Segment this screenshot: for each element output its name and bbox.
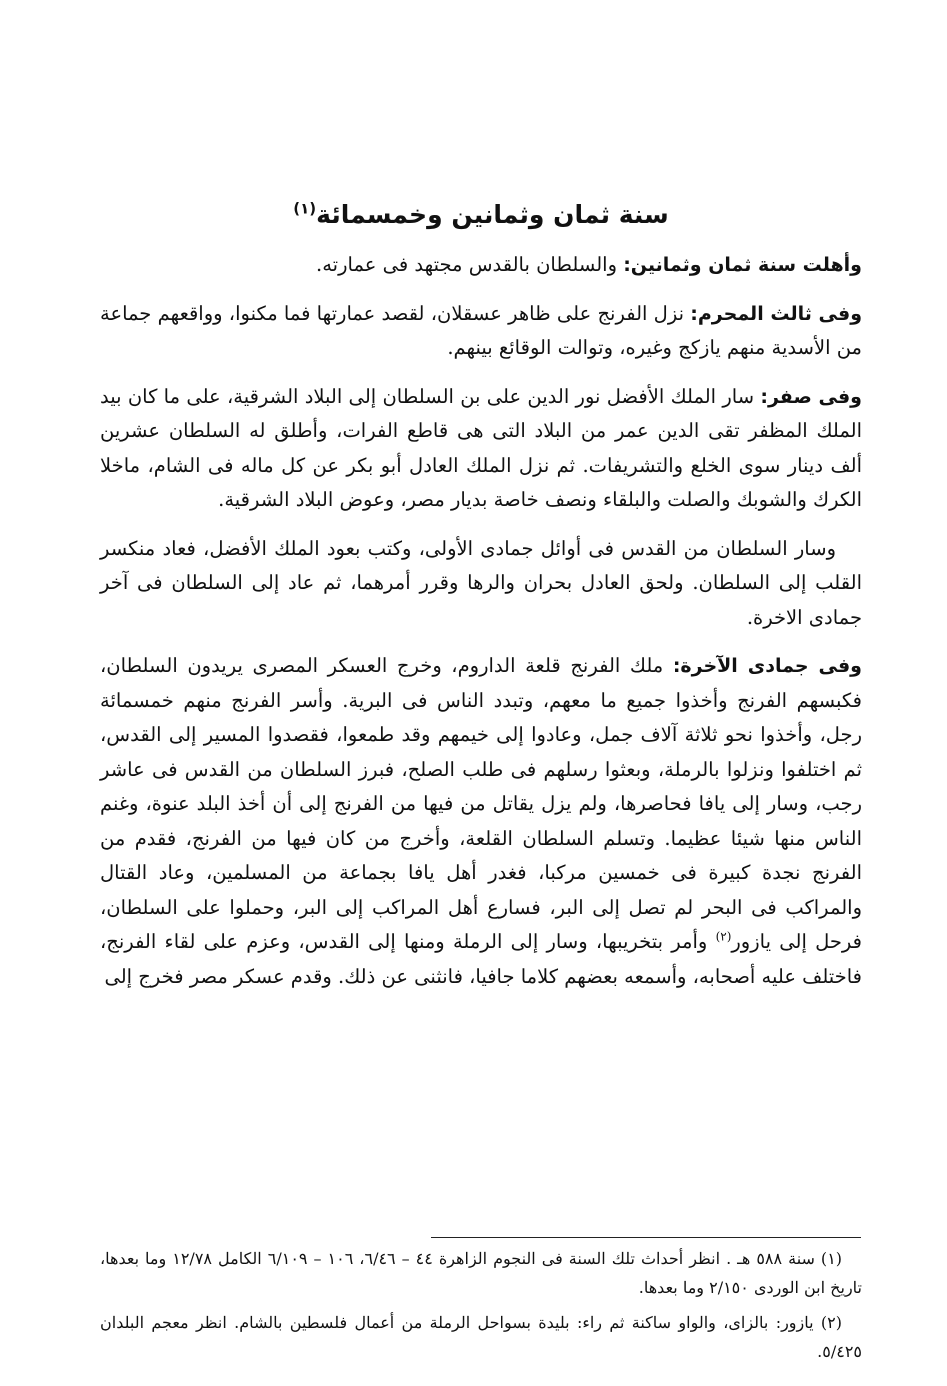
paragraph-text: نزل الفرنج على ظاهر عسقلان، لقصد عمارتها فما مكنوا، وواقعهم جماعة من الأسدية منهم يازكج وغيره، وتوالت الوقائع بينهم. xyxy=(100,301,862,359)
paragraph-text-continued: وأمر بتخريبها، وسار إلى الرملة ومنها إلى القدس، وعزم على لقاء الفرنج، فاختلف عليه أصحابه، وأسمعه بعضهم كلاما جافيا، فانثنى عن ذلك. وقدم عسكر مصر فخرج إلى xyxy=(100,930,862,988)
paragraph-lead: وأهلت سنة ثمان وثمانين: xyxy=(623,254,862,276)
footnote-1: (١) سنة ٥٨٨ هـ . انظر أحداث تلك السنة فى النجوم الزاهرة ٤٤ – ٦/٤٦، ١٠٦ – ٦/١٠٩ الكامل ١٢/٧٨ وما بعدها، تاريخ ابن الوردى ٢/١٥٠ وما بعدها. xyxy=(100,1249,862,1297)
paragraph-lead: وفى صفر: xyxy=(760,385,862,408)
paragraph-text: وسار السلطان من القدس فى أوائل جمادى الأولى، وكتب بعود الملك الأفضل، فعاد منكسر القلب إلى السلطان. ولحق العادل بحران والرها وقرر أمرهما، ثم عاد إلى السلطان فى آخر جمادى الاخرة. xyxy=(100,536,862,629)
chapter-title-text: سنة ثمان وثمانين وخمسمائة xyxy=(316,200,669,229)
paragraph-jumada-akhira xyxy=(100,649,862,994)
paragraph-text: والسلطان بالقدس مجتهد فى عمارته. xyxy=(316,253,624,276)
paragraph-text: سار الملك الأفضل نور الدين على بن السلطان إلى البلاد الشرقية، على ما كان بيد الملك المظفر تقى الدين عمر من البلاد التى هى قاطع الفرات، وأطلق له السلطان عشرين ألف دينار سوى الخلع والتشريفات. ثم نزل الملك العادل أبو بكر عن كل ماله فى الشام، ماخلا الكرك والشوبك والصلت والبلقاء ونصف خاصة بديار مصر، وعوض البلاد الشرقية. xyxy=(100,384,862,511)
paragraph-sultan-departure xyxy=(100,532,862,636)
footnote-divider xyxy=(431,1237,861,1238)
paragraph-muharram xyxy=(100,297,862,366)
paragraph-lead: وفى جمادى الآخرة: xyxy=(672,655,862,677)
paragraph-text: ملك الفرنج قلعة الداروم، وخرج العسكر المصرى يريدون السلطان، فكبسهم الفرنج وأخذوا جميع ما معهم، وتبدد الناس فى البرية. وأسر الفرنج منهم خمسمائة رجل، وأخذوا نحو ثلاثة آلاف جمل، وعادوا إلى خيمهم وقد طمعوا، فقصدوا المسير إلى القدس، ثم اختلفوا ونزلوا بالرملة، وبعثوا رسلهم فى طلب الصلح، فبرز السلطان من القدس فى عاشر رجب، وسار إلى يافا فحاصرها، ولم يزل يقاتل من فيها من الفرنج إلى أن أخذ البلد عنوة، وغنم الناس منها شيئا عظيما. وتسلم السلطان القلعة، وأخرج من كان فيها من الفرنج، فقدم من الفرنج نجدة كبيرة فى خمسين مركبا، فغدر أهل يافا بجماعة من المسلمين، وعاد القتال والمراكب فى البحر لم تصل إلى البر، فسارع أهل المراكب إلى البر، وحملوا على السلطان، فرحل إلى يازور xyxy=(100,654,862,953)
paragraph-lead: وفى ثالث المحرم: xyxy=(690,302,863,325)
footnote-2: (٢) يازور: بالزاى، والواو ساكنة ثم راء: بليدة بسواحل الرملة من أعمال فلسطين بالشام. انظر معجم البلدان ٥/٤٢٥. xyxy=(100,1313,862,1361)
page-body xyxy=(100,196,862,1008)
footnote-ref-2: (٢) xyxy=(715,929,732,944)
footnote-ref-1: (١) xyxy=(293,199,317,218)
paragraph-new-year xyxy=(100,248,862,283)
chapter-title xyxy=(100,196,862,234)
paragraph-safar xyxy=(100,380,862,518)
footnotes xyxy=(100,1244,862,1372)
